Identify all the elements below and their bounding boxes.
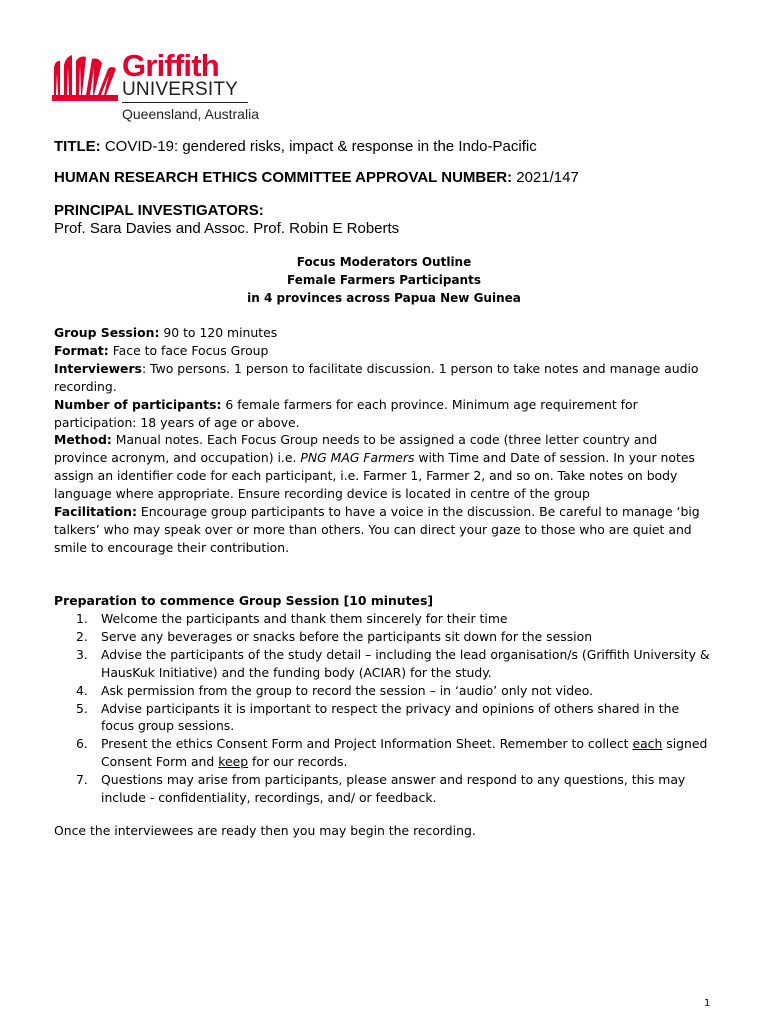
step-number: 2.: [76, 628, 88, 644]
method-para: [54, 431, 714, 503]
underlined-keep: keep: [218, 754, 249, 770]
group-session-label: Group Session:: [54, 325, 160, 340]
list-item: [54, 700, 714, 736]
step-number: 6.: [76, 736, 88, 752]
participants-para: [54, 396, 714, 432]
page-number: 1: [704, 998, 711, 1009]
group-session-para: [54, 324, 714, 342]
interviewers-value: : Two persons. 1 person to facilitate discussion. 1 person to take notes and manage audio recording.: [54, 360, 699, 394]
step-text-a: Present the ethics Consent Form and Project Information Sheet. Remember to collect: [101, 736, 633, 752]
title-label: TITLE:: [54, 138, 101, 155]
list-item: [54, 646, 714, 682]
step-text: Advise participants it is important to respect the privacy and opinions of others shared in the focus group sessions.: [101, 700, 680, 734]
step-text: Advise the participants of the study detail – including the lead organisation/s (Griffith University & HausKuk Initiative) and the funding body (ACIAR) for the study.: [101, 646, 710, 680]
format-value: Face to face Focus Group: [108, 342, 269, 358]
approval-line: [54, 169, 579, 187]
principal-investigators: [54, 202, 399, 238]
step-text: Ask permission from the group to record the session – in ‘audio’ only not video.: [101, 682, 594, 698]
interviewers-label: Interviewers: [54, 360, 142, 376]
method-label: Method:: [54, 432, 112, 448]
griffith-flame-icon: [52, 55, 118, 101]
list-item: [54, 682, 714, 700]
preparation-steps: [54, 610, 714, 807]
step-text-c: for our records.: [248, 754, 348, 770]
title-value: COVID-19: gendered risks, impact & response in the Indo-Pacific: [100, 138, 537, 155]
list-item: [54, 771, 714, 807]
step-number: 4.: [76, 682, 88, 698]
step-text: Serve any beverages or snacks before the participants sit down for the session: [101, 628, 593, 644]
title-line: [54, 138, 537, 156]
logo-divider: [122, 102, 248, 103]
underlined-each: each: [632, 736, 663, 752]
step-number: 5.: [76, 700, 88, 716]
heading-line-1: Focus Moderators Outline: [296, 255, 472, 269]
list-item: [54, 610, 714, 628]
outline-heading: [0, 253, 768, 307]
preparation-heading: Preparation to commence Group Session [10 minutes]: [54, 593, 433, 608]
logo-university: UNIVERSITY: [122, 79, 239, 100]
format-para: [54, 342, 714, 360]
logo-name: Griffith: [122, 48, 219, 83]
step-number: 3.: [76, 646, 88, 662]
list-item: [54, 628, 714, 646]
method-value-italic: PNG MAG Farmers: [300, 450, 415, 466]
step-number: 1.: [76, 611, 88, 626]
logo-place: Queensland, Australia: [122, 106, 259, 122]
method-value-b: with Time and Date of session. In your notes assign an identifier code for each participant, i.e. Farmer 1, Farmer 2, and so on. Take notes on body language where appropriate. Ensure recording device is located in centre of the group: [54, 450, 695, 502]
group-session-value: 90 to 120 minutes: [159, 325, 278, 340]
step-text-b: signed Consent Form and: [101, 736, 708, 770]
griffith-logo: [52, 48, 259, 125]
pi-value: Prof. Sara Davies and Assoc. Prof. Robin E Roberts: [54, 220, 400, 237]
facilitation-label: Facilitation:: [54, 504, 137, 520]
approval-label: HUMAN RESEARCH ETHICS COMMITTEE APPROVAL NUMBER:: [54, 169, 513, 186]
format-label: Format:: [54, 342, 109, 358]
heading-line-2: Female Farmers Participants: [287, 273, 481, 287]
step-text: Welcome the participants and thank them sincerely for their time: [101, 611, 508, 626]
list-item: [54, 735, 714, 771]
participants-label: Number of participants:: [54, 396, 222, 412]
closing-text: Once the interviewees are ready then you may begin the recording.: [54, 823, 476, 838]
interviewers-para: [54, 360, 714, 396]
step-number: 7.: [76, 772, 88, 788]
facilitation-value: Encourage group participants to have a voice in the discussion. Be careful to manage ‘big talkers’ who may speak over or more than others. You can direct your gaze to those who are quiet and smile to encourage their contribution.: [54, 504, 700, 555]
step-text: Questions may arise from participants, please answer and respond to any questions, this may include - confidentiality, recordings, and/ or feedback.: [101, 772, 686, 806]
approval-value: 2021/147: [512, 169, 579, 186]
participants-value: 6 female farmers for each province. Minimum age requirement for participation: 18 years of age or above.: [54, 396, 638, 430]
heading-line-3: in 4 provinces across Papua New Guinea: [247, 291, 521, 305]
session-details: [54, 324, 714, 557]
facilitation-para: [54, 503, 714, 557]
pi-label: PRINCIPAL INVESTIGATORS:: [54, 202, 264, 219]
method-value-a: Manual notes. Each Focus Group needs to be assigned a code (three letter country and province acronym, and occupation) i.e.: [54, 432, 658, 466]
